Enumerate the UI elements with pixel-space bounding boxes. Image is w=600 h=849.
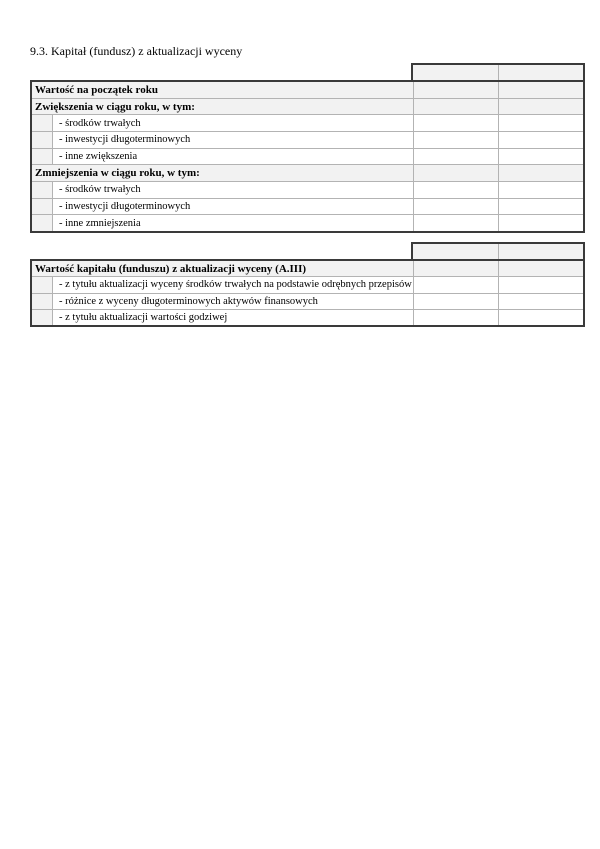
value-cell (498, 149, 583, 165)
revaluation-value-table (30, 259, 585, 327)
indent-stub-cell (32, 149, 53, 165)
row-label-group (32, 215, 413, 231)
table-row (32, 164, 583, 181)
row-label: - środków trwałych (59, 117, 141, 129)
indent-stub-cell (32, 294, 53, 309)
value-cell (498, 310, 583, 325)
value-cell (413, 199, 498, 215)
indent-stub-cell (32, 215, 53, 231)
table-row (32, 198, 583, 215)
table-row (32, 276, 583, 292)
value-cell (498, 115, 583, 131)
row-label: Wartość kapitału (funduszu) z aktualizacji wyceny (A.III) (35, 262, 307, 275)
row-label-group (32, 310, 413, 325)
value-cell (498, 99, 583, 115)
row-label: Wartość na początek roku (35, 83, 158, 96)
value-cell (498, 294, 583, 309)
row-label: - z tytułu aktualizacji wartości godziwej (59, 311, 228, 323)
row-label: - inne zmniejszenia (59, 217, 141, 229)
value-cell (498, 215, 583, 231)
table-row (32, 261, 583, 276)
row-label-group (32, 149, 413, 165)
value-cell (413, 132, 498, 148)
row-label: Zwiększenia w ciągu roku, w tym: (35, 100, 195, 113)
row-label: - inne zwiększenia (59, 151, 138, 163)
page-title: 9.3. Kapitał (fundusz) z aktualizacji wyceny (30, 44, 243, 58)
value-cell (413, 99, 498, 115)
indent-stub-cell (32, 199, 53, 215)
value-cell (413, 310, 498, 325)
value-cell (413, 277, 498, 292)
row-label: - inwestycji długoterminowych (59, 201, 191, 213)
indent-stub-cell (32, 115, 53, 131)
table-row (32, 98, 583, 115)
row-label: Zmniejszenia w ciągu roku, w tym: (35, 167, 200, 180)
row-label: - różnice z wyceny długoterminowych aktywów finansowych (59, 295, 318, 307)
table2-header-cell-1 (413, 244, 498, 259)
row-label-group (32, 277, 413, 292)
table1-value-column-header (411, 63, 585, 80)
indent-stub-cell (32, 182, 53, 198)
value-cell (498, 82, 583, 98)
table-row (32, 293, 583, 309)
value-cell (498, 165, 583, 181)
indent-stub-cell (32, 132, 53, 148)
table2-value-column-header (411, 242, 585, 259)
table-row (32, 114, 583, 131)
value-cell (413, 261, 498, 276)
table1-header-cell-2 (498, 65, 584, 80)
value-cell (498, 182, 583, 198)
value-cell (413, 82, 498, 98)
row-label-group (32, 294, 413, 309)
row-label: - z tytułu aktualizacji wyceny środków trwałych na podstawie odrębnych przepisów (59, 279, 412, 291)
table2-header-cell-2 (498, 244, 584, 259)
row-label-group (32, 182, 413, 198)
row-label: - inwestycji długoterminowych (59, 134, 191, 146)
value-cell (413, 115, 498, 131)
value-cell (498, 132, 583, 148)
table-row (32, 82, 583, 98)
indent-stub-cell (32, 310, 53, 325)
revaluation-changes-table (30, 80, 585, 233)
indent-stub-cell (32, 277, 53, 292)
value-cell (498, 261, 583, 276)
table-row (32, 181, 583, 198)
row-label-group (32, 115, 413, 131)
table-row (32, 309, 583, 325)
row-label: - środków trwałych (59, 184, 141, 196)
value-cell (498, 277, 583, 292)
value-cell (413, 182, 498, 198)
value-cell (413, 149, 498, 165)
row-label-group (32, 132, 413, 148)
value-cell (413, 165, 498, 181)
table-row (32, 214, 583, 231)
table-row (32, 131, 583, 148)
table-row (32, 148, 583, 165)
row-label-group (32, 199, 413, 215)
value-cell (413, 215, 498, 231)
table1-header-cell-1 (413, 65, 498, 80)
value-cell (498, 199, 583, 215)
value-cell (413, 294, 498, 309)
